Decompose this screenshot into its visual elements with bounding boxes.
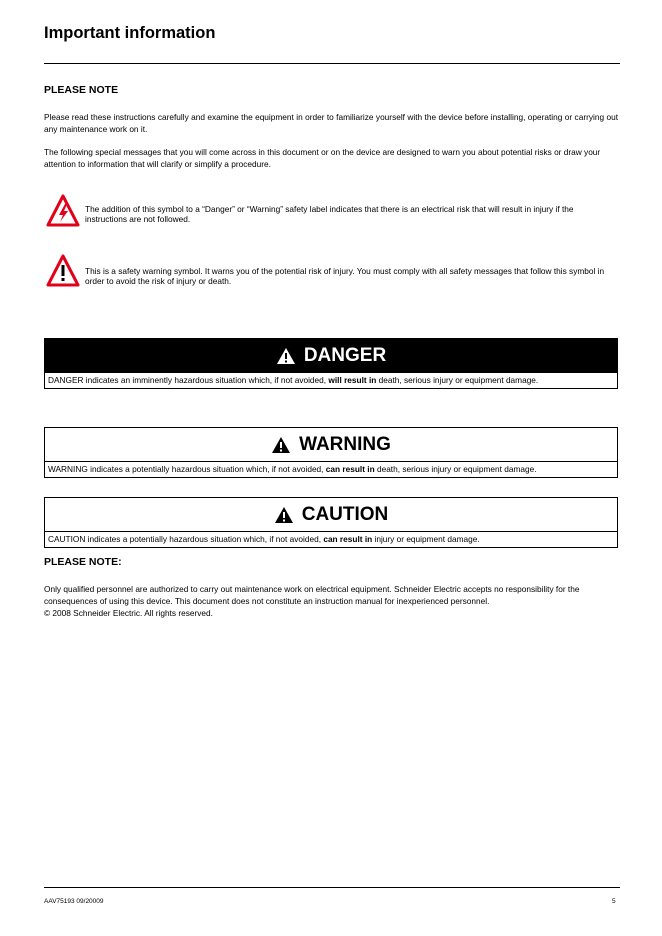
caution-header — [45, 498, 617, 532]
exclamation-warning-icon — [46, 254, 80, 288]
danger-text-after: death, serious injury or equipment damage. — [376, 375, 539, 385]
please-note-heading-2: PLEASE NOTE: — [44, 556, 122, 568]
safety-warning-text: This is a safety warning symbol. It warns you of the potential risk of injury. You must comply with all safety messages that follow this symbol in order to avoid the risk of injury or death. — [85, 266, 605, 286]
page-title: Important information — [44, 24, 216, 42]
please-note-heading: PLEASE NOTE — [44, 84, 119, 96]
warning-description — [45, 462, 617, 477]
danger-description — [45, 373, 617, 388]
caution-text-after: injury or equipment damage. — [372, 534, 480, 544]
danger-title: DANGER — [303, 344, 387, 366]
header-rule — [44, 63, 620, 64]
footer-page-number: 5 — [612, 898, 616, 905]
warning-triangle-icon — [271, 436, 291, 454]
caution-title: CAUTION — [301, 503, 389, 525]
warning-box — [44, 427, 618, 478]
closing-paragraph — [44, 583, 618, 619]
danger-text-bold: will result in — [328, 375, 377, 385]
copyright-line: © 2008 Schneider Electric. All rights reserved. — [44, 608, 213, 618]
footer-doc-ref: AAV75193 09/20009 — [44, 898, 104, 905]
danger-header — [45, 339, 617, 373]
footer-rule — [44, 887, 620, 888]
caution-text-bold: can result in — [323, 534, 373, 544]
warning-text-bold: can result in — [325, 464, 375, 474]
warning-text-after: death, serious injury or equipment damage. — [374, 464, 537, 474]
danger-text-before: DANGER indicates an imminently hazardous situation which, if not avoided, — [48, 375, 329, 385]
intro-paragraph-1: Please read these instructions carefully and examine the equipment in order to familiarize yourself with the device before installing, operating or carrying out any maintenance work on it. — [44, 112, 618, 134]
warning-header — [45, 428, 617, 462]
closing-line-1: Only qualified personnel are authorized to carry out maintenance work on electrical equipment. Schneider Electric accepts no responsibility for the consequences of using this device. This document does not constitute an instruction manual for inexperienced personnel. — [44, 584, 580, 606]
caution-box — [44, 497, 618, 548]
intro-paragraph-2: The following special messages that you will come across in this document or on the device are designed to warn you about potential risks or draw your attention to information that will clarify or simplify a procedure. — [44, 147, 601, 169]
warning-triangle-icon — [274, 506, 294, 524]
caution-description — [45, 532, 617, 547]
electrical-hazard-icon — [46, 194, 80, 228]
warning-title: WARNING — [299, 433, 391, 455]
warning-triangle-icon — [276, 347, 296, 365]
danger-box — [44, 338, 618, 389]
electrical-hazard-text: The addition of this symbol to a “Danger” or “Warning” safety label indicates that there is an electrical risk that will result in injury if the instructions are not followed. — [85, 204, 574, 224]
warning-text-before: WARNING indicates a potentially hazardous situation which, if not avoided, — [48, 464, 326, 474]
caution-text-before: CAUTION indicates a potentially hazardous situation which, if not avoided, — [48, 534, 324, 544]
